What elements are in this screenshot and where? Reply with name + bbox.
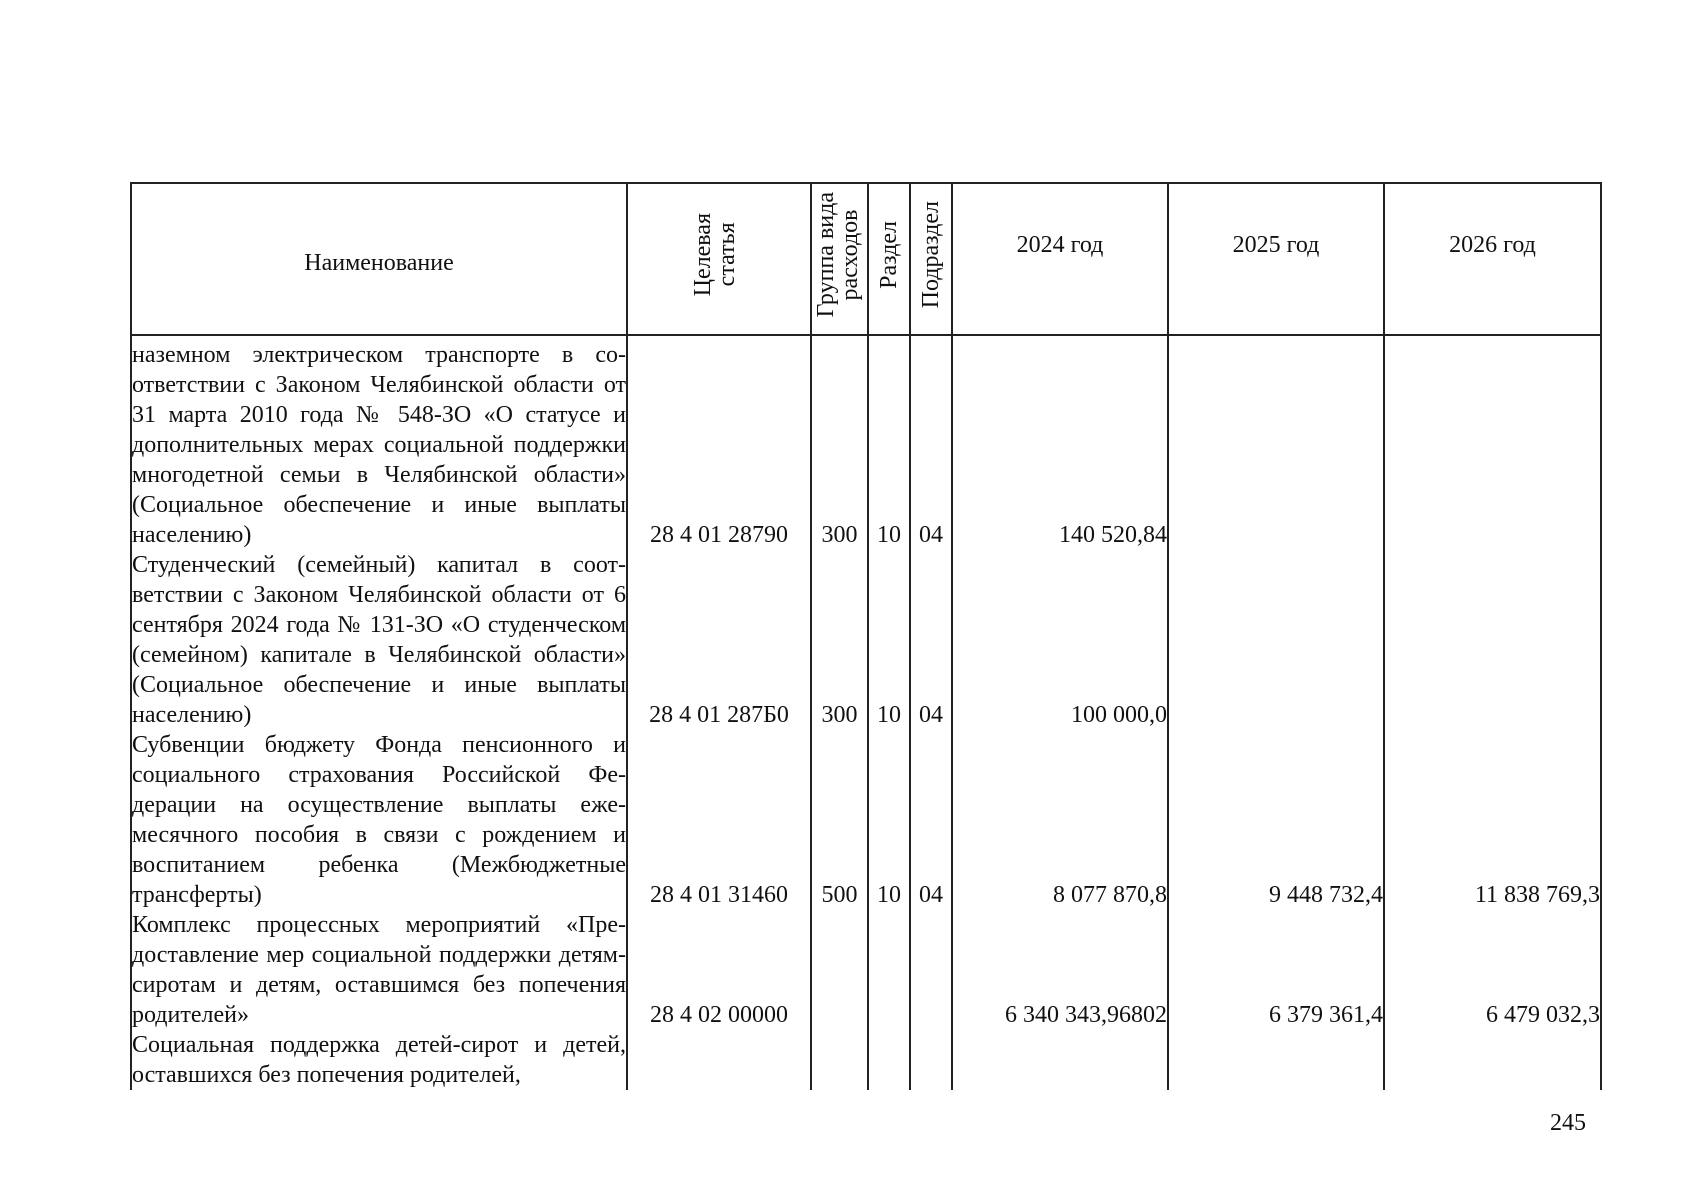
header-target-article-label: Целевая статья (690, 213, 740, 297)
header-year-2025 (1168, 183, 1384, 335)
row-name: Студенческий (семейный) капитал в соответствии с Законом Челябинской области от 6 сентября 2024 года № 131-ЗО «О студенческом (семейном) капитале в Челябинской области» (Социальное обеспечение и иные выплаты населению) (132, 552, 626, 728)
row-amount-2025 (1168, 550, 1384, 730)
row-name: Комплекс процессных мероприятий «Предоставление мер социальной поддержки детям-сиротам и детям, оставшимся без попечения родителей» (132, 912, 626, 1028)
header-year-2025-label: 2025 год (1232, 232, 1320, 258)
row-subsection: 04 (910, 335, 952, 550)
row-section (868, 1030, 910, 1090)
row-amount-2024: 140 520,84 (952, 335, 1168, 550)
row-amount-2026 (1384, 1030, 1601, 1090)
row-amount-2024: 8 077 870,8 (952, 730, 1168, 910)
budget-table-container (130, 182, 1600, 1090)
row-subsection (910, 910, 952, 1030)
row-amount-2025: 6 379 361,4 (1168, 910, 1384, 1030)
header-target-article (627, 183, 811, 335)
row-subsection: 04 (910, 730, 952, 910)
row-target-article: 28 4 01 287Б0 (627, 550, 811, 730)
header-section-label: Раздел (876, 221, 902, 289)
page-number: 245 (1550, 1110, 1586, 1136)
row-name: наземном электрическом транспорте в соответствии с Законом Челябинской области от 31 марта 2010 года № 548-ЗО «О статусе и дополнительных мерах социальной поддержки многодетной семьи в Челябинской области» (Социальное обеспечение и иные выплаты населению) (131, 335, 627, 550)
row-expense-group: 300 (811, 550, 868, 730)
row-amount-2025 (1168, 335, 1384, 550)
row-target-article: 28 4 02 00000 (627, 910, 811, 1030)
table-row (131, 1030, 1601, 1090)
header-expense-group (811, 183, 868, 335)
row-subsection (910, 1030, 952, 1090)
row-amount-2025: 9 448 732,4 (1168, 730, 1384, 910)
header-section (868, 183, 910, 335)
row-expense-group (811, 910, 868, 1030)
header-subsection (910, 183, 952, 335)
header-year-2024-label: 2024 год (1016, 232, 1104, 258)
table-row (131, 910, 1601, 1030)
row-section: 10 (868, 730, 910, 910)
header-subsection-label: Подраздел (918, 201, 944, 309)
row-amount-2026: 11 838 769,3 (1384, 730, 1601, 910)
header-row (131, 183, 1601, 335)
budget-table (130, 182, 1602, 1090)
table-body (131, 335, 1601, 1090)
table-row (131, 730, 1601, 910)
table-row (131, 550, 1601, 730)
row-target-article (627, 1030, 811, 1090)
header-expense-group-label: Группа вида расходов (812, 192, 863, 318)
row-name: Социальная поддержка детей-сирот и детей, оставшихся без попечения родителей, (132, 1032, 626, 1088)
row-section: 10 (868, 335, 910, 550)
header-year-2024 (952, 183, 1168, 335)
row-amount-2024: 6 340 343,96802 (952, 910, 1168, 1030)
row-section: 10 (868, 550, 910, 730)
row-target-article: 28 4 01 31460 (627, 730, 811, 910)
row-expense-group (811, 1030, 868, 1090)
row-expense-group: 300 (811, 335, 868, 550)
table-header (131, 183, 1601, 335)
table-row (131, 335, 1601, 550)
header-year-2026 (1384, 183, 1601, 335)
row-amount-2024: 100 000,0 (952, 550, 1168, 730)
row-amount-2026: 6 479 032,3 (1384, 910, 1601, 1030)
row-amount-2024 (952, 1030, 1168, 1090)
row-subsection: 04 (910, 550, 952, 730)
row-amount-2025 (1168, 1030, 1384, 1090)
header-year-2026-label: 2026 год (1449, 232, 1536, 258)
row-section (868, 910, 910, 1030)
row-amount-2026 (1384, 335, 1601, 550)
header-name-label: Наименование (304, 250, 454, 276)
row-expense-group: 500 (811, 730, 868, 910)
row-name: Субвенции бюджету Фонда пенсионного и социального страхования Российской Федерации на осуществление выплаты ежемесячного пособия в связи с рождением и воспитанием ребенка (Межбюджетные трансферты) (132, 732, 626, 908)
header-name (131, 183, 627, 335)
row-amount-2026 (1384, 550, 1601, 730)
row-target-article: 28 4 01 28790 (627, 335, 811, 550)
